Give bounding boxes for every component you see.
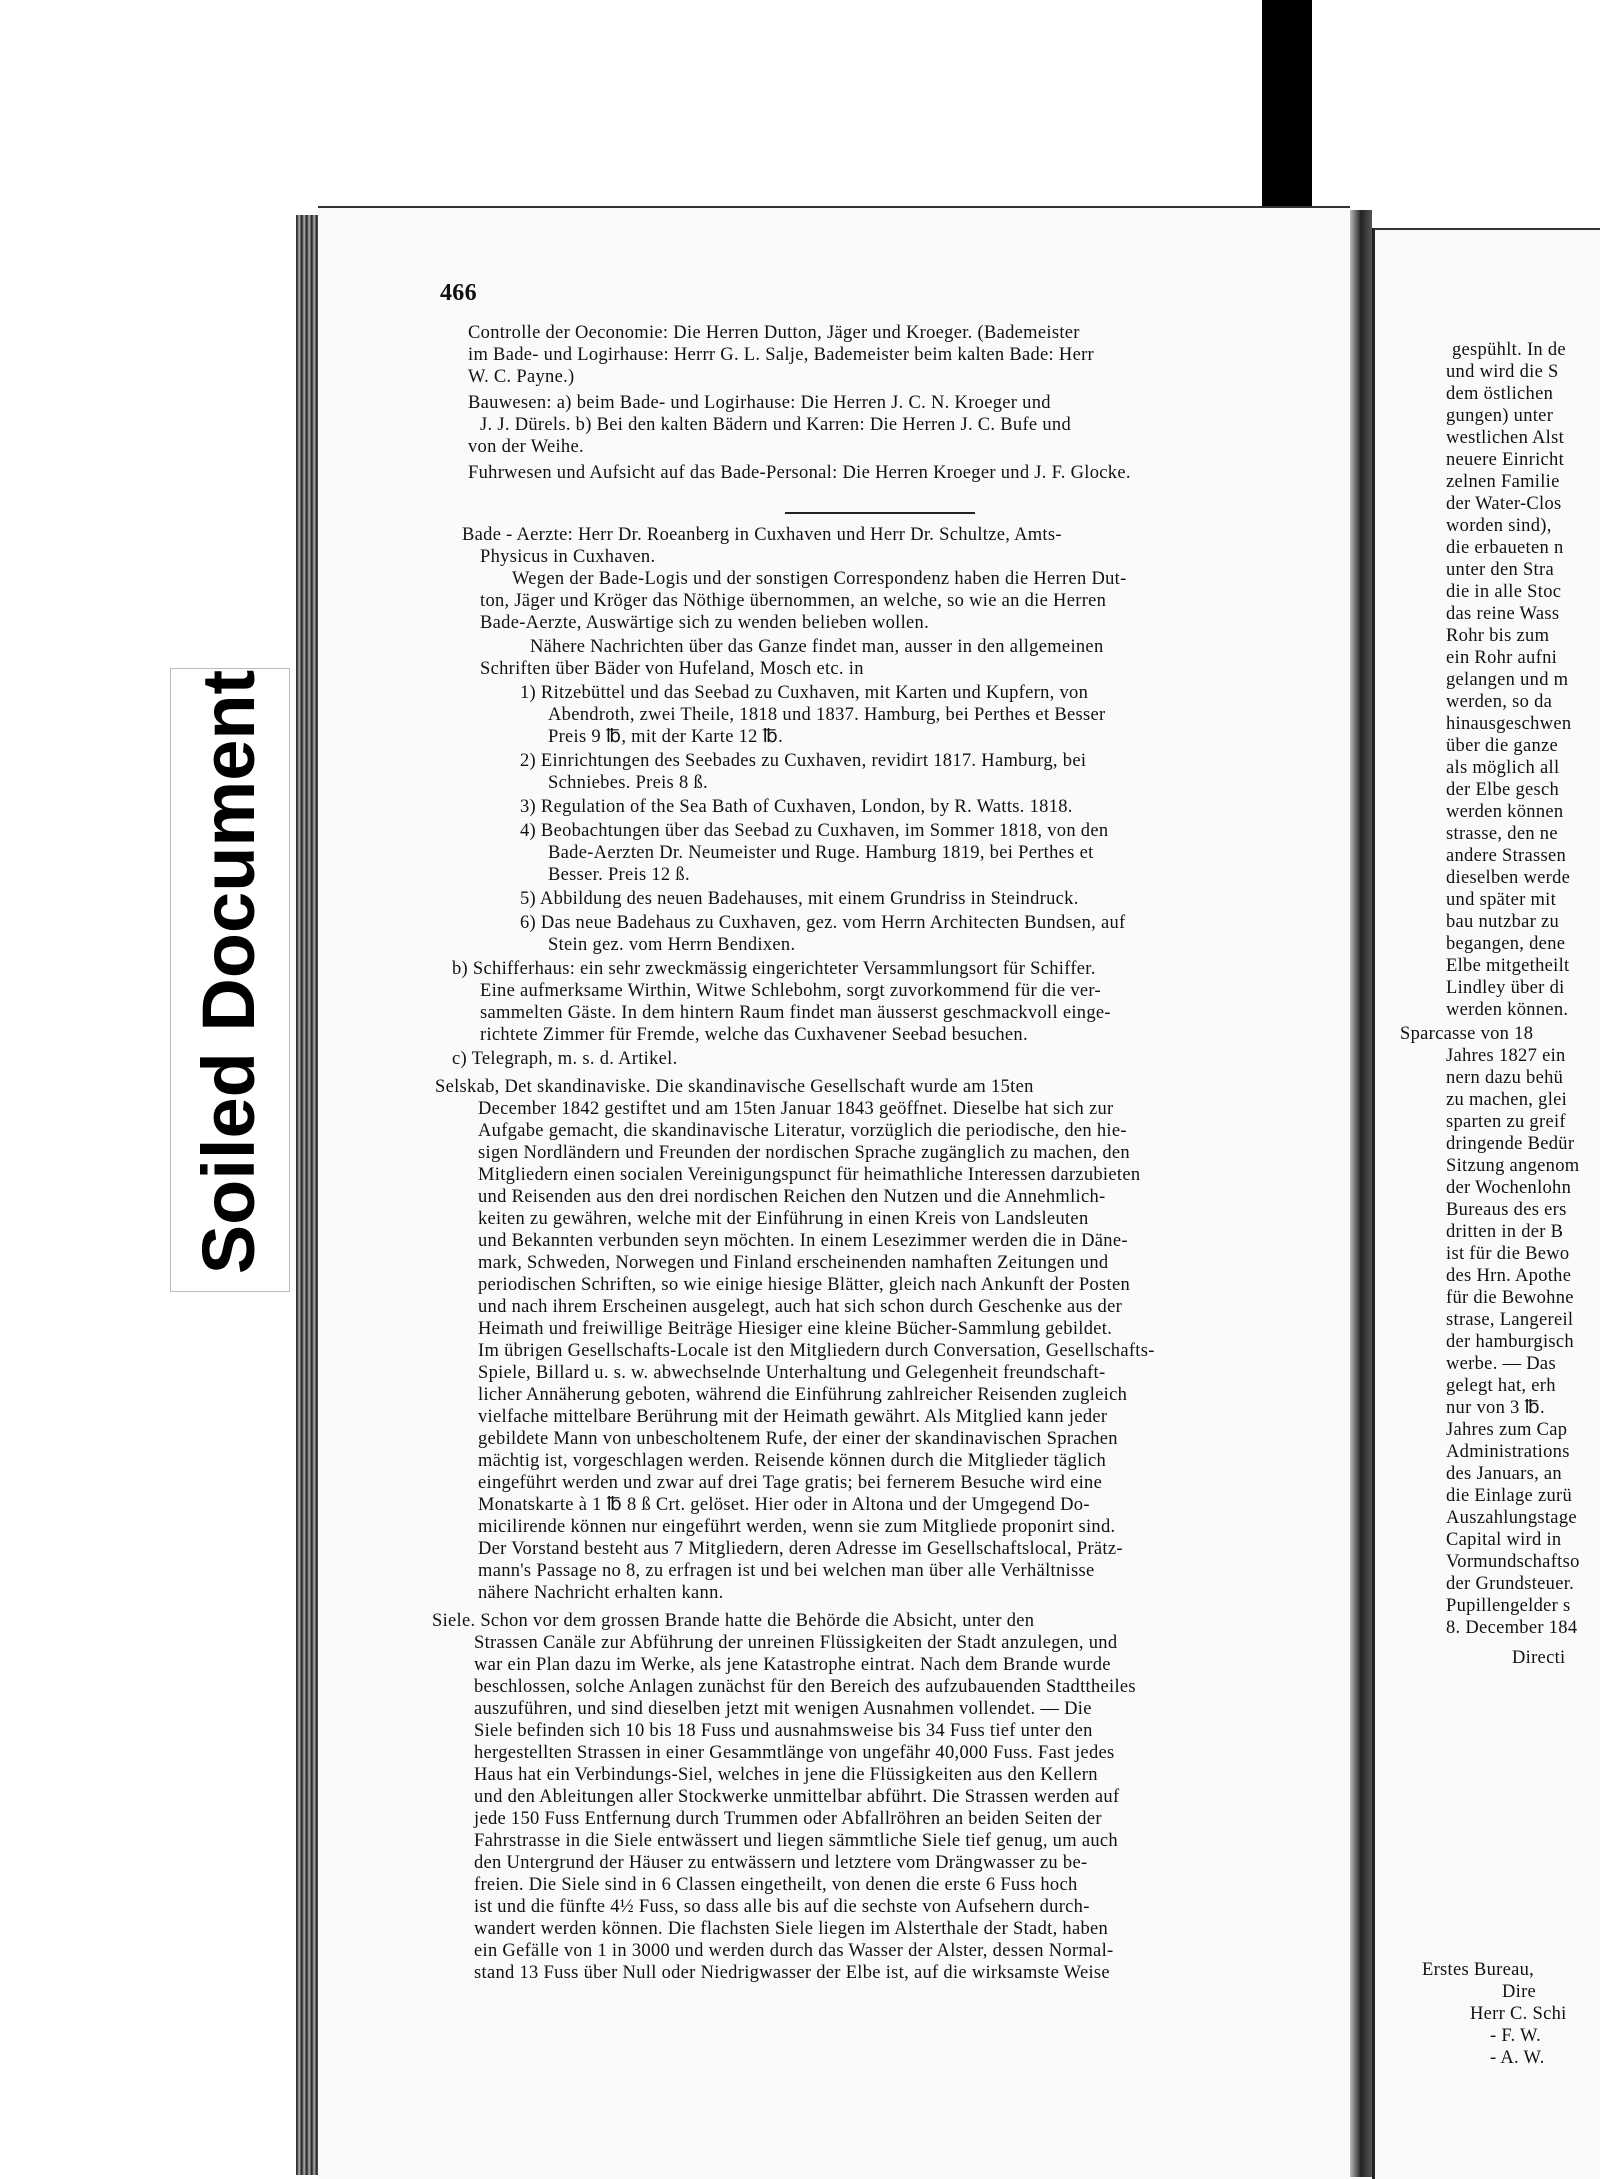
left-page-text-line: 4) Beobachtungen über das Seebad zu Cuxhaven, im Sommer 1818, von den [520,821,1109,841]
left-page-text-line: Eine aufmerksame Wirthin, Witwe Schlebohm, sorgt zuvorkommend für die ver- [480,981,1101,1001]
left-page-text-line: gebildete Mann von unbescholtenem Rufe, der einer der skandinavischen Sprachen [478,1429,1118,1449]
left-page-text-line: ist und die fünfte 4½ Fuss, so dass alle bis auf die sechste von Aufsehern durch- [474,1897,1090,1917]
right-page-text-line: der Elbe gesch [1446,780,1560,800]
right-page-text-line: des Hrn. Apothe [1446,1266,1572,1286]
left-page-text-line: mann's Passage no 8, zu erfragen ist und bei welchen man über alle Verhältnisse [478,1561,1095,1581]
right-page-text-line: das reine Wass [1446,604,1560,624]
right-page-text-line: werbe. — Das [1446,1354,1556,1374]
left-page-text-line: Bade-Aerzte, Auswärtige sich zu wenden belieben wollen. [480,613,930,633]
right-page-text-line: gelangen und m [1446,670,1569,690]
left-page-text-line: auszuführen, und sind dieselben jetzt mit wenigen Ausnahmen vollendet. — Die [474,1699,1092,1719]
left-page-text-line: Selskab, Det skandinaviske. Die skandinavische Gesellschaft wurde am 15ten [435,1077,1034,1097]
right-page-text-line: Lindley über di [1446,978,1565,998]
soiled-document-label: Soiled Document [187,669,270,1275]
left-page-text-line: 6) Das neue Badehaus zu Cuxhaven, gez. vom Herrn Architecten Bundsen, auf [520,913,1126,933]
left-page-text-line: eingeführt werden und zwar auf drei Tage gratis; bei fernerem Besuche wird eine [478,1473,1103,1493]
right-page-text-line: westlichen Alst [1446,428,1565,448]
right-page-text-line: Sitzung angenom [1446,1156,1580,1176]
right-page-text-line: unter den Stra [1446,560,1554,580]
right-page-text-line: Sparcasse von 18 [1400,1024,1534,1044]
left-page-text-line: Wegen der Bade-Logis und der sonstigen Correspondenz haben die Herren Dut- [512,569,1127,589]
left-page-text-line: Preis 9 ℔, mit der Karte 12 ℔. [548,727,784,747]
left-page-text-line: Abendroth, zwei Theile, 1818 und 1837. Hamburg, bei Perthes et Besser [548,705,1106,725]
right-page-text-line: Elbe mitgetheilt [1446,956,1570,976]
left-page-text-line: Siele. Schon vor dem grossen Brande hatte die Behörde die Absicht, unter den [432,1611,1035,1631]
left-page-text-line: Der Vorstand besteht aus 7 Mitgliedern, deren Adresse im Gesellschaftslocal, Prätz- [478,1539,1123,1559]
right-page-text-line: ist für die Bewo [1446,1244,1570,1264]
left-page-text-line: stand 13 Fuss über Null oder Niedrigwasser der Elbe ist, auf die wirksamste Weise [474,1963,1110,1983]
right-page-text-line: - A. W. [1490,2048,1545,2068]
right-page-text-line: dringende Bedür [1446,1134,1575,1154]
left-page-text-line: periodischen Schriften, so wie einige hiesige Blätter, gleich nach Ankunft der Posten [478,1275,1131,1295]
left-page-text-line: licher Annäherung geboten, während die Einführung zahlreicher Reisenden zugleich [478,1385,1128,1405]
right-page-text-line: werden können. [1446,1000,1569,1020]
right-page-text-line: zelnen Familie [1446,472,1560,492]
right-page-text-line: Erstes Bureau, [1422,1960,1535,1980]
page-edges [296,215,320,2175]
right-page-text-line: werden, so da [1446,692,1553,712]
left-page-text-line: b) Schifferhaus: ein sehr zweckmässig eingerichteter Versammlungsort für Schiffer. [452,959,1096,979]
left-page-text-line: und Bekannten verbunden seyn möchten. In einem Lesezimmer werden die in Däne- [478,1231,1128,1251]
right-page-text-line: Bureaus des ers [1446,1200,1567,1220]
left-page-text-line: vielfache mittelbare Berührung mit der Heimath gewährt. Als Mitglied kann jeder [478,1407,1108,1427]
left-page-text-line: 1) Ritzebüttel und das Seebad zu Cuxhaven, mit Karten und Kupfern, von [520,683,1089,703]
right-page-text-line: Directi [1512,1648,1566,1668]
right-page-text-line: dem östlichen [1446,384,1554,404]
right-page-text-line: andere Strassen [1446,846,1567,866]
left-page-text-line: richtete Zimmer für Fremde, welche das Cuxhavener Seebad besuchen. [480,1025,1028,1045]
left-page-text-line: jede 150 Fuss Entfernung durch Trummen oder Abfallröhren an beiden Seiten der [474,1809,1102,1829]
left-page-text-line: Nähere Nachrichten über das Ganze findet man, ausser in den allgemeinen [530,637,1104,657]
left-page-text-line: Mitgliedern einen socialen Vereinigungspunct für heimathliche Interessen darzubieten [478,1165,1141,1185]
right-page-text-line: ein Rohr aufni [1446,648,1558,668]
right-page-text-line: Capital wird in [1446,1530,1562,1550]
right-page-text-line: und wird die S [1446,362,1559,382]
left-page-text-line: Schniebes. Preis 8 ß. [548,773,708,793]
left-page-text-line: Siele befinden sich 10 bis 18 Fuss und ausnahmsweise bis 34 Fuss tief unter den [474,1721,1093,1741]
left-page-text-line: beschlossen, solche Anlagen zunächst für den Bereich des aufzubauenden Stadttheiles [474,1677,1136,1697]
left-page-text-line: micilirende können nur eingeführt werden, wenn sie zum Mitgliede proponirt sind. [478,1517,1116,1537]
left-page-text-line: Strassen Canäle zur Abführung der unreinen Flüssigkeiten der Stadt anzulegen, und [474,1633,1118,1653]
section-divider [785,512,975,514]
left-page-text-line: im Bade- und Logirhause: Herrr G. L. Salje, Bademeister beim kalten Bade: Herr [468,345,1094,365]
book-gutter [1350,210,1372,2177]
left-page-text-line: Fuhrwesen und Aufsicht auf das Bade-Personal: Die Herren Kroeger und J. F. Glocke. [468,463,1131,483]
left-page-text-line: Bade-Aerzten Dr. Neumeister und Ruge. Hamburg 1819, bei Perthes et [548,843,1094,863]
right-page-text-line: gespühlt. In de [1452,340,1566,360]
left-page-text-line: und nach ihrem Erscheinen ausgelegt, auch hat sich schon durch Geschenke aus der [478,1297,1123,1317]
left-page-text-line: freien. Die Siele sind in 6 Classen eingetheilt, von denen die erste 6 Fuss hoch [474,1875,1078,1895]
right-page-text-line: die in alle Stoc [1446,582,1562,602]
right-page-text-line: der Wochenlohn [1446,1178,1572,1198]
left-page-text-line: Bauwesen: a) beim Bade- und Logirhause: Die Herren J. C. N. Kroeger und [468,393,1051,413]
right-page-text-line: Rohr bis zum [1446,626,1550,646]
left-page-text-line: W. C. Payne.) [468,367,575,387]
right-page-text-line: nur von 3 ℔. [1446,1398,1545,1418]
left-page-text-line: Besser. Preis 12 ß. [548,865,690,885]
right-page-text-line: Pupillengelder s [1446,1596,1571,1616]
left-page-text-line: mächtig ist, vorgeschlagen werden. Reisende können durch die Mitglieder täglich [478,1451,1107,1471]
left-page-text-line: December 1842 gestiftet und am 15ten Januar 1843 geöffnet. Dieselbe hat sich zur [478,1099,1114,1119]
right-page-text-line: 8. December 184 [1446,1618,1578,1638]
right-page-text-line: Dire [1502,1982,1537,2002]
left-page-text-line: Monatskarte à 1 ℔ 8 ß Crt. gelöset. Hier oder in Altona und der Umgegend Do- [478,1495,1090,1515]
right-page-text-line: die Einlage zurü [1446,1486,1573,1506]
left-page-text-line: mark, Schweden, Norwegen und Finland erscheinenden namhaften Zeitungen und [478,1253,1109,1273]
left-page-text-line: keiten zu gewähren, welche mit der Einführung in einen Kreis von Landsleuten [478,1209,1089,1229]
right-page-text-line: sparten zu greif [1446,1112,1566,1132]
right-page-text-line: gelegt hat, erh [1446,1376,1556,1396]
left-page-text-line: c) Telegraph, m. s. d. Artikel. [452,1049,678,1069]
right-page-text-line: strasse, den ne [1446,824,1558,844]
left-page-text-line: ton, Jäger und Kröger das Nöthige übernommen, an welche, so wie an die Herren [480,591,1107,611]
right-page-text-line: gungen) unter [1446,406,1554,426]
left-page-text-line: Physicus in Cuxhaven. [480,547,656,567]
left-page-text-line: war ein Plan dazu im Werke, als jene Katastrophe eintrat. Nach dem Brande wurde [474,1655,1111,1675]
right-page-text-line: Administrations [1446,1442,1570,1462]
left-page-text-line: Schriften über Bäder von Hufeland, Mosch etc. in [480,659,864,679]
right-page-text-line: neuere Einricht [1446,450,1565,470]
right-page-text-line: Herr C. Schi [1470,2004,1567,2024]
left-page-text-line: 2) Einrichtungen des Seebades zu Cuxhaven, revidirt 1817. Hamburg, bei [520,751,1087,771]
right-page-text-line: zu machen, glei [1446,1090,1568,1110]
left-page-text-line: Controlle der Oeconomie: Die Herren Dutton, Jäger und Kroeger. (Bademeister [468,323,1080,343]
right-page-text-line: worden sind), [1446,516,1552,536]
left-page-text-line: Haus hat ein Verbindungs-Siel, welches in jene die Flüssigkeiten aus den Kellern [474,1765,1098,1785]
left-page-text-line: und den Ableitungen aller Stockwerke unmittelbar abführt. Die Strassen werden auf [474,1787,1120,1807]
right-page-text-line: der hamburgisch [1446,1332,1574,1352]
left-page-text-line: Stein gez. vom Herrn Bendixen. [548,935,796,955]
right-page-text-line: und später mit [1446,890,1557,910]
right-page-text-line: der Grundsteuer. [1446,1574,1575,1594]
left-page-text-line: J. J. Dürels. b) Bei den kalten Bädern und Karren: Die Herren J. C. Bufe und [480,415,1072,435]
right-page-text-line: des Januars, an [1446,1464,1562,1484]
left-page-text-line: sammelten Gäste. In dem hintern Raum findet man äusserst geschmackvoll einge- [480,1003,1111,1023]
left-page-text-line: den Untergrund der Häuser zu entwässern und letztere vom Drängwasser zu be- [474,1853,1088,1873]
left-page-text-line: Im übrigen Gesellschafts-Locale ist den Mitgliedern durch Conversation, Gesellschafts- [478,1341,1155,1361]
right-page-text-line: Vormundschaftso [1446,1552,1580,1572]
right-page-text-line: dritten in der B [1446,1222,1564,1242]
right-page-text-line: werden können [1446,802,1564,822]
left-page-text-line: nähere Nachricht erhalten kann. [478,1583,724,1603]
right-page-text-line: strase, Langereil [1446,1310,1574,1330]
right-page-text-line: Auszahlungstage [1446,1508,1577,1528]
right-page-text-line: dieselben werde [1446,868,1571,888]
left-page-text-line: sigen Nordländern und Freunden der nordischen Sprache zugänglich zu machen, den [478,1143,1130,1163]
left-page-text-line: Fahrstrasse in die Siele entwässert und liegen sämmtliche Siele tief genug, um auch [474,1831,1118,1851]
right-page-text-line: begangen, dene [1446,934,1566,954]
right-page-text-line: nern dazu behü [1446,1068,1564,1088]
left-page-text-line: hergestellten Strassen in einer Gesammtlänge von ungefähr 40,000 Fuss. Fast jedes [474,1743,1115,1763]
left-page-text-line: wandert werden können. Die flachsten Siele liegen im Alsterthale der Stadt, haben [474,1919,1109,1939]
left-page-text-line: von der Weihe. [468,437,584,457]
left-page-text-line: Bade - Aerzte: Herr Dr. Roeanberg in Cuxhaven und Herr Dr. Schultze, Amts- [462,525,1062,545]
left-page-text-line: Spiele, Billard u. s. w. abwechselnde Unterhaltung und Gelegenheit freundschaft- [478,1363,1106,1383]
right-page-text-line: - F. W. [1490,2026,1541,2046]
right-page-text-line: hinausgeschwen [1446,714,1572,734]
left-page-text-line: und Reisenden aus den drei nordischen Reichen den Nutzen und die Annehmlich- [478,1187,1106,1207]
right-page-text-line: bau nutzbar zu [1446,912,1560,932]
page-number: 466 [440,280,477,306]
right-page-text-line: Jahres zum Cap [1446,1420,1568,1440]
right-page-text-line: als möglich all [1446,758,1560,778]
right-page-text-line: über die ganze [1446,736,1559,756]
right-page-text-line: der Water-Clos [1446,494,1562,514]
left-page-text-line: Heimath und freiwillige Beiträge Hiesiger eine kleine Bücher-Sammlung gebildet. [478,1319,1113,1339]
right-page-text-line: Jahres 1827 ein [1446,1046,1566,1066]
left-page-text-line: Aufgabe gemacht, die skandinavische Literatur, vorzüglich die periodische, den hie- [478,1121,1127,1141]
left-page-text-line: 5) Abbildung des neuen Badehauses, mit einem Grundriss in Steindruck. [520,889,1079,909]
left-page-text-line: ein Gefälle von 1 in 3000 und werden durch das Wasser der Alster, dessen Normal- [474,1941,1114,1961]
right-page-text-line: die erbaueten n [1446,538,1564,558]
left-page-text-line: 3) Regulation of the Sea Bath of Cuxhaven, London, by R. Watts. 1818. [520,797,1073,817]
right-page-text-line: für die Bewohne [1446,1288,1574,1308]
